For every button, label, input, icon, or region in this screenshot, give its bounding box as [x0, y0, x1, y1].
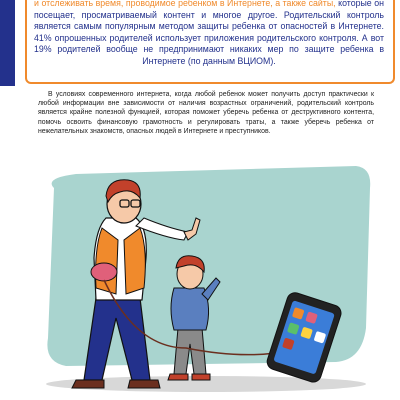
highlight-box	[0, 0, 400, 86]
body-paragraph: В условиях современного интернета, когда любой ребенок может получить доступ практически к любой информации вне зависимости от наличия возрастных ограничений, родительский контроль является крайне полезной функцией, которая поможет уберечь ребенка от деструктивного контента, помочь освоить финансовую грамотность и регулировать траты, а также уберечь ребенка от нежелательных знакомств, опасных людей в Интернете и преступников.	[38, 91, 374, 135]
parental-control-illustration	[36, 148, 376, 400]
highlight-text	[34, 0, 384, 68]
highlight-text-rest: которые он посещает, просматриваемый контент и многое другое. Родительский контроль является самым популярным методом защиты ребенка от опасностей в Интернете. 41% опрошенных родителей использует приложения родительского контроля. А вот 19% родителей вообще не предпринимают никаких мер по защите ребенка в Интернете (по данным ВЦИОМ).	[34, 0, 384, 66]
leash-reel	[91, 263, 117, 281]
accent-bar	[0, 0, 15, 86]
highlight-text-line1: и отслеживать время, проводимое ребенком в Интернете, а также сайты,	[34, 0, 336, 8]
